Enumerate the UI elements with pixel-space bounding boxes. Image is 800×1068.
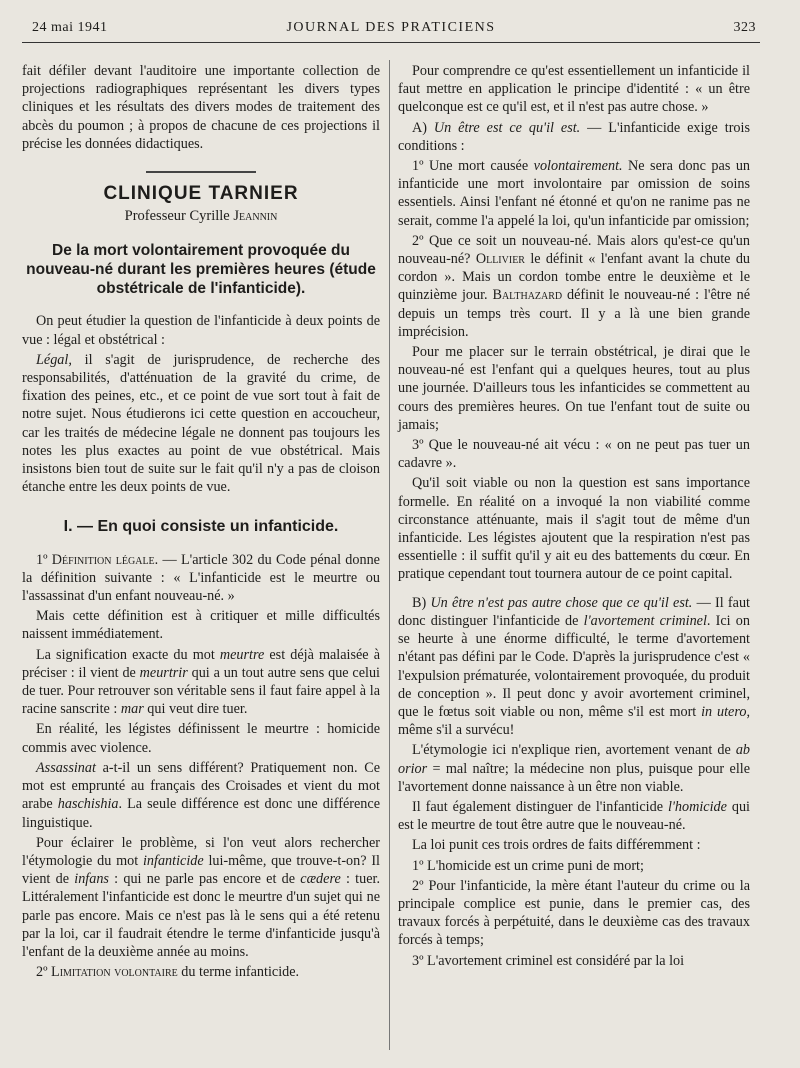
r10-i: l'homicide xyxy=(667,798,727,815)
r4-b: le définit « l'enfant avant la chute du cordon ». Mais un cordon tombe entre le deuxième et le quinzième jour. xyxy=(398,251,751,304)
paragraph-1: On peut étudier la question de l'infanticide à deux points de vue : légal et obstétrical : xyxy=(22,313,380,348)
p5-d: qui veut dire tuer. xyxy=(143,701,248,718)
p5-c: qui a un tout autre sens que celui de tuer. Pour retrouver son véritable sens il faut faire appel à la racine sanscrite : xyxy=(22,664,380,718)
p7-b: . La seule différence est donc une différence linguistique. xyxy=(22,796,380,831)
right-paragraph-7: Qu'il soit viable ou non la question est sans importance formelle. En réalité on a invoqué la non viabilité comme circonstance atténuante, mais il s'agit tout de même d'un infanticide. Les légistes ajoutent que la respiration n'est pas essentielle : il suffit qu'il y ait eu des battements du cœur. En pratique cependant tout tournera autour de ce point capital. xyxy=(398,475,750,583)
paragraph-6: En réalité, les légistes définissent le meurtre : homicide commis avec violence. xyxy=(22,721,380,756)
right-paragraph-5: Pour me placer sur le terrain obstétrical, je dirai que le nouveau-né est l'enfant qui a quelques heures, tout au plus une journée. D'ailleurs tous les infanticides se commettent au cours des premières heures. On tue l'enfant tout de suite ou jamais; xyxy=(398,344,750,433)
p8-c: : qui ne parle pas encore et de xyxy=(108,871,301,888)
right-paragraph-4 xyxy=(398,232,750,341)
r8-a: B) xyxy=(412,594,431,611)
r3-b: Ne sera donc pas un infanticide une mort involontaire par omission de soins essentiels. Ainsi l'enfant né étonné et qu'on ne ranime pas ne serait, comme l'a appelé la loi, qu'un infanticide par omission; xyxy=(398,158,751,229)
section-title: I. — En quoi consiste un infanticide. xyxy=(63,518,339,536)
r8-i1: Un être n'est pas autre chose que ce qu'il est. xyxy=(430,594,693,611)
right-paragraph-3 xyxy=(398,157,750,230)
p5-i3: mar xyxy=(120,701,144,718)
right-paragraph-1: Pour comprendre ce qu'est essentiellement un infanticide il faut mettre en application le principe d'identité : « un être quelconque est ce qu'il est, et il n'est pas autre chose. » xyxy=(398,63,750,116)
right-paragraph-14: 3º L'avortement criminel est considéré par la loi xyxy=(412,952,685,969)
p3-number: 1º xyxy=(36,551,52,568)
p9-text: du terme infanticide. xyxy=(177,964,300,981)
p8-i1: infanticide xyxy=(142,852,204,869)
right-paragraph-2 xyxy=(398,119,750,155)
paragraph-7 xyxy=(22,759,380,832)
p7-i1: Assassinat xyxy=(36,759,96,776)
r2-a: A) xyxy=(412,119,434,136)
r4-a: 2º Que ce soit un nouveau-né. Mais alors qu'est-ce qu'un nouveau-né? xyxy=(398,232,750,268)
right-paragraph-13: 2º Pour l'infanticide, la mère étant l'auteur du crime ou la principale complice est punie, dans le premier cas, des travaux forcés à perpétuité, dans le deuxième cas des travaux forcés à temps; xyxy=(398,877,750,949)
right-paragraph-6: 3º Que le nouveau-né ait vécu : « on ne peut pas tuer un cadavre ». xyxy=(398,437,750,472)
paragraph-3 xyxy=(22,551,380,606)
paragraph-9 xyxy=(22,963,380,981)
paragraph-5 xyxy=(22,646,380,719)
p8-d: : tuer. Littéralement l'infanticide est donc le meurtre d'un sujet qui ne parle pas encore. Mais ce n'est pas là le sens qui a été retenu par la loi, car il faudrait étendre le terme d'infanticide jusqu'à l'enfant de la deuxième année au moins. xyxy=(22,871,380,960)
right-paragraph-10 xyxy=(398,798,750,834)
right-paragraph-9 xyxy=(398,741,750,796)
r10-a: Il faut également distinguer de l'infanticide xyxy=(412,798,668,815)
p9-number: 2º xyxy=(36,964,52,981)
p5-i2: meurtrir xyxy=(139,664,188,681)
right-paragraph-12: 1º L'homicide est un crime puni de mort; xyxy=(412,857,644,874)
r9-a: L'étymologie ici n'explique rien, avortement venant de xyxy=(412,742,736,759)
professor-line xyxy=(22,207,380,225)
left-column xyxy=(22,62,380,983)
professor-prefix: Professeur Cyrille xyxy=(124,208,234,225)
r8-i3: in utero xyxy=(701,703,747,720)
r8-i2: l'avortement criminel xyxy=(583,612,707,629)
section-rule xyxy=(146,171,256,173)
p3-text: — L'article 302 du Code pénal donne la définition suivante : « L'infanticide est le meurtre ou l'assassinat d'un enfant nouveau-né. » xyxy=(22,551,380,605)
p9-heading: Limitation volontaire xyxy=(51,964,178,981)
paragraph-4: Mais cette définition est à critiquer et mille difficultés naissent immédiatement. xyxy=(22,608,380,643)
p7-i2: haschishia xyxy=(57,796,119,813)
p8-i3: cædere xyxy=(300,871,341,888)
p5-i1: meurtre xyxy=(219,646,265,663)
p5-a: La signification exacte du mot xyxy=(36,646,220,663)
p5-b: est déjà malaisée à préciser : il vient de xyxy=(22,646,380,681)
paragraph-8 xyxy=(22,834,380,961)
intro-paragraph: fait défiler devant l'auditoire une importante collection de projections radiographiques représentant les divers types cliniques et les résultats des divers modes de traitement des abcès du poumon ; à propos de chacune de ces projections il précise les données didactiques. xyxy=(22,63,380,152)
paragraph-2-text: il s'agit de jurisprudence, de recherche des responsabilités, d'atténuation de la gravité du crime, de fixation des peines, etc., et ce point de vue sort tout à fait de notre sujet. Nous étudierons ici cette question en accoucheur, car les traités de médecine légale ne donnent pas toujours les notes les plus exactes au point de vue obstétrical. Mais insistons bien tout de suite sur le fait qu'il n'y a pas de cloison étanche entre les deux points de vue. xyxy=(22,351,380,496)
page-header xyxy=(22,20,760,43)
r10-b: qui est le meurtre de tout être autre que le nouveau-né. xyxy=(398,798,750,834)
r2-i: Un être est ce qu'il est. xyxy=(433,119,581,136)
r2-b: — L'infanticide exige trois conditions : xyxy=(398,119,750,154)
r9-i: ab orior xyxy=(398,742,750,777)
professor-name: Jeannin xyxy=(233,208,278,225)
legal-lead: Légal, xyxy=(36,351,72,368)
p7-a: a-t-il un sens différent? Pratiquement non. Ce mot est emprunté au français des Croisades et vient du mot arabe xyxy=(22,759,380,813)
r8-c: . Ici on se heurte à une énorme difficulté, le terme d'avortement n'étant pas défini par le Code. D'après la jurisprudence c'est « l'expulsion prématurée, volontairement provoquée, du produit de conception ». Il peut donc y avoir avortement criminel, que le fœtus soit viable ou non, même s'il est mort xyxy=(398,612,750,720)
header-date: 24 mai 1941 xyxy=(32,20,108,35)
column-divider xyxy=(389,60,390,1050)
article-title: De la mort volontairement provoquée du nouveau-né durant les premières heures (étude obstétricale de l'infanticide). xyxy=(26,242,376,298)
paragraph-2 xyxy=(22,351,380,497)
header-page-number: 323 xyxy=(733,20,756,35)
right-paragraph-8 xyxy=(398,594,750,740)
r3-a: 1º Une mort causée xyxy=(412,158,534,175)
p8-i2: infans xyxy=(74,871,109,888)
r4-sc2: Balthazard xyxy=(492,287,563,304)
r9-b: = mal naître; la médecine non plus, puisque pour elle l'avortement donne naissance à un être non viable. xyxy=(398,760,750,795)
right-paragraph-11: La loi punit ces trois ordres de faits différemment : xyxy=(412,837,701,854)
p3-heading: Définition légale. xyxy=(51,551,159,568)
r4-sc1: Ollivier xyxy=(475,251,525,268)
p8-a: Pour éclairer le problème, si l'on veut alors rechercher l'étymologie du mot xyxy=(22,834,380,869)
header-journal-title: JOURNAL DES PRATICIENS xyxy=(286,20,496,35)
p8-b: lui-même, que trouve-t-on? Il vient de xyxy=(22,852,381,888)
r8-b: — Il faut donc distinguer l'infanticide de xyxy=(398,594,750,629)
right-column xyxy=(398,62,750,972)
r8-d: , même s'il a survécu! xyxy=(398,703,750,739)
r4-c: définit le nouveau-né : l'être né depuis un temps très court. Il y a là une bien grande imprécision. xyxy=(398,287,750,340)
clinic-title: CLINIQUE TARNIER xyxy=(103,183,299,205)
r3-i: volontairement. xyxy=(533,158,623,175)
